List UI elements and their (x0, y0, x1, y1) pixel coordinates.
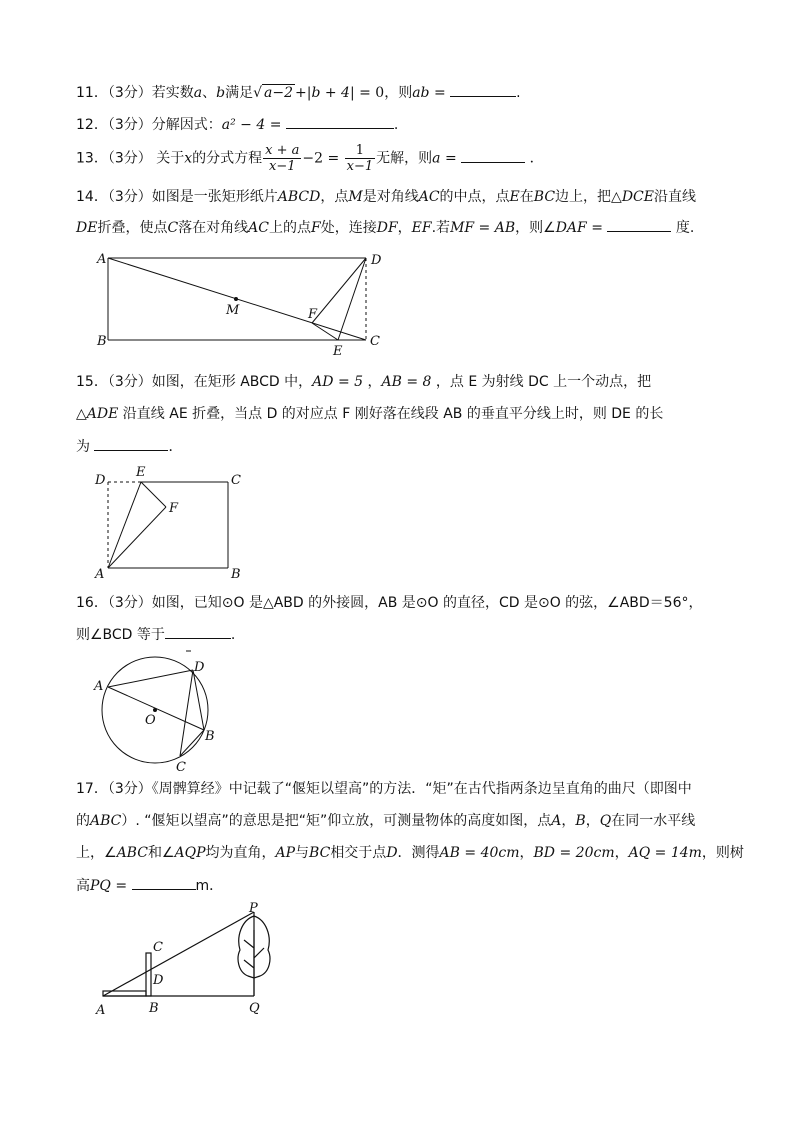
question-number: 12． (76, 117, 108, 133)
math: AB = 8 (381, 374, 432, 390)
text: 上，∠ (76, 845, 117, 861)
math: AC (248, 220, 269, 236)
math: B (575, 813, 586, 829)
math: E (509, 189, 520, 205)
math: BC (309, 845, 331, 861)
text: ， (363, 374, 382, 390)
text: 《周髀算经》中记载了“偃矩以望高”的方法．“矩”在古代指两条边呈直角的曲尺（即图中 (151, 781, 692, 797)
math: DF (376, 220, 398, 236)
text: = (586, 220, 608, 236)
text: = (440, 150, 462, 167)
text: 分解因式： (151, 117, 222, 133)
var-a: a (432, 150, 441, 167)
text: 落在对角线 (178, 220, 249, 236)
text: 为 (76, 439, 90, 455)
math: DAF (555, 220, 587, 236)
math: DCE (621, 189, 654, 205)
text: . (230, 627, 236, 643)
text: 沿直线 (653, 189, 696, 205)
sight-line-AP (103, 912, 254, 996)
sqrt-expression: √ a−2 (253, 85, 293, 101)
text: 的中点，点 (439, 189, 510, 205)
label-F: F (169, 501, 179, 516)
label-B: B (97, 334, 107, 349)
question-score: （3分） (107, 117, 152, 133)
text: 关于 (151, 150, 185, 167)
text: | = 0，则 (349, 85, 413, 101)
text: 和∠ (147, 845, 175, 861)
text: m． (195, 878, 224, 894)
text: = (429, 85, 451, 101)
question-score: （3分） (107, 150, 152, 167)
var-a: a (193, 85, 203, 101)
label-M: M (226, 303, 240, 318)
text: 高 (76, 878, 90, 894)
math: BC (533, 189, 556, 205)
text: 是对角线 (362, 189, 419, 205)
text: 处，连接 (320, 220, 377, 236)
text: 度. (671, 220, 695, 236)
math: D (386, 845, 398, 861)
label-E: E (136, 465, 146, 480)
math: ABC (90, 813, 122, 829)
math: ABCD (277, 189, 321, 205)
text: −2 = (302, 150, 344, 167)
math: ADE (86, 406, 119, 422)
text: 上的点 (269, 220, 311, 236)
text: 边上，把△ (555, 189, 622, 205)
ruler-vertical-BC (146, 953, 151, 996)
math: F (311, 220, 321, 236)
math: EF (411, 220, 432, 236)
math: ABC (116, 845, 148, 861)
text: 与 (295, 845, 310, 861)
label-E: E (333, 344, 343, 359)
abs-expression: b + 4 (311, 85, 350, 101)
expression: a² − 4 = (221, 117, 286, 133)
label-B: B (231, 567, 241, 582)
text: 如图是一张矩形纸片 (151, 189, 278, 205)
numerator: x + a (265, 143, 300, 158)
text: ，点 (320, 189, 349, 205)
label-A: A (94, 679, 104, 694)
question-score: （3分） (107, 189, 152, 205)
text: ， (614, 845, 629, 861)
label-B: B (205, 729, 215, 744)
text: .若 (431, 220, 451, 236)
text: ，则∠ (515, 220, 556, 236)
text: ，点 E 为射线 DC 上一个动点，把 (431, 374, 652, 390)
math: M (348, 189, 363, 205)
math: AP (275, 845, 296, 861)
text: 则∠BCD 等于 (76, 627, 165, 643)
text: △ (76, 406, 87, 422)
question-11: 11．（3分）若实数a、b满足√ a−2 +|b + 4| = 0，则ab = . (76, 82, 521, 103)
math: AC (418, 189, 440, 205)
text: 折叠，使点 (97, 220, 168, 236)
label-A: A (95, 567, 105, 582)
math: C (167, 220, 179, 236)
math: BD = 20cm (533, 845, 615, 861)
math: Q (599, 813, 612, 829)
label-A: A (97, 252, 107, 267)
numerator: 1 (345, 143, 376, 159)
label-D: D (371, 253, 382, 268)
math: MF = AB (450, 220, 516, 236)
text: ．测得 (397, 845, 440, 861)
denominator: x−1 (268, 159, 296, 174)
denominator: x−1 (346, 159, 374, 174)
text: 相交于点 (330, 845, 387, 861)
text: ）. “偃矩以望高”的意思是把“矩”仰立放，可测量物体的高度如图，点 (121, 813, 552, 829)
label-C: C (153, 940, 163, 955)
text: ， (397, 220, 412, 236)
label-D: D (153, 973, 164, 988)
math: AB = 40cm (439, 845, 520, 861)
text: 如图，在矩形 ABCD 中， (151, 374, 313, 390)
text: 的 (76, 813, 90, 829)
text: 无解，则 (376, 150, 433, 167)
label-P: P (249, 901, 258, 916)
math: PQ = (90, 878, 132, 894)
label-C: C (176, 760, 186, 775)
label-B: B (149, 1001, 159, 1016)
var-b: b (216, 85, 226, 101)
label-O: O (145, 713, 156, 728)
math: AQP (174, 845, 206, 861)
question-number: 13． (76, 150, 108, 167)
label-D: D (95, 473, 106, 488)
text: 满足 (225, 85, 254, 101)
text: 如图，已知⊙O 是△ABD 的外接圆，AB 是⊙O 的直径，CD 是⊙O 的弦，∠ABD＝56°， (151, 595, 703, 611)
label-C: C (370, 334, 380, 349)
question-score: （3分） (107, 374, 152, 390)
question-number: 16． (76, 595, 108, 611)
question-score: （3分） (107, 85, 152, 101)
math: AQ = 14m (628, 845, 702, 861)
var-x: x (184, 150, 193, 167)
var-ab: ab (412, 85, 430, 101)
text: 在 (519, 189, 534, 205)
text: +| (294, 85, 312, 101)
question-13: 13．（3分） 关于x的分式方程 $\frac{x + a}{x-1}$ −2 = $\frac{1}{x-1}$ 无解，则a = ． (76, 143, 544, 174)
math: A (551, 813, 562, 829)
label-A: A (96, 1003, 106, 1018)
question-12: 12．（3分）分解因式：a² − 4 = . (76, 114, 398, 135)
text: ， (519, 845, 534, 861)
text: 的分式方程 (192, 150, 263, 167)
text: ， (585, 813, 600, 829)
question-number: 17． (76, 781, 108, 797)
question-number: 14． (76, 189, 108, 205)
question-score: （3分） (107, 595, 152, 611)
text: 若实数 (151, 85, 194, 101)
label-D: D (194, 660, 205, 675)
text: ， (561, 813, 576, 829)
text: 、 (202, 85, 217, 101)
text: ． (168, 439, 183, 455)
text: 在同一水平线 (611, 813, 696, 829)
question-score: （3分） (107, 781, 152, 797)
label-F: F (308, 307, 318, 322)
text: ，则树 (701, 845, 744, 861)
tree-trunk-branches (244, 930, 264, 996)
text: 均为直角， (205, 845, 276, 861)
question-number: 11． (76, 85, 108, 101)
label-Q: Q (249, 1001, 260, 1016)
math: DE (76, 220, 98, 236)
question-number: 15． (76, 374, 108, 390)
label-C: C (231, 473, 241, 488)
radicand: a−2 (264, 85, 293, 101)
math: AD = 5 (312, 374, 364, 390)
text: 沿直线 AE 折叠，当点 D 的对应点 F 刚好落在线段 AB 的垂直平分线上时，则 DE 的长 (118, 406, 664, 422)
